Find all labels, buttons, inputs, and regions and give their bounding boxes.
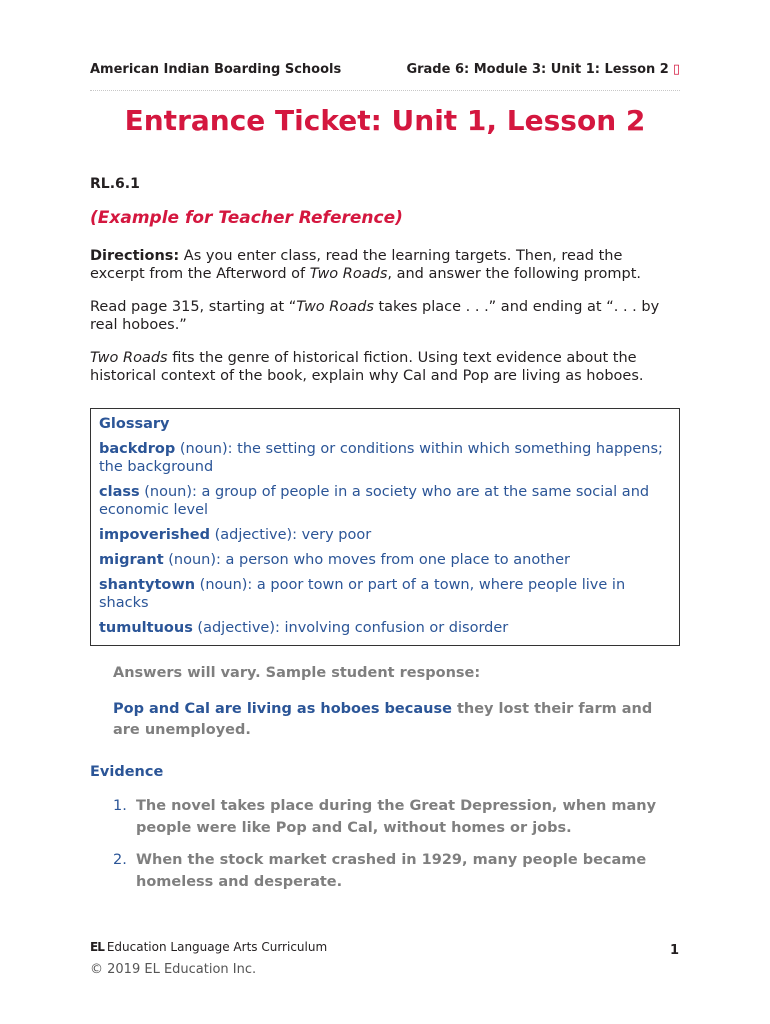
copyright: © 2019 EL Education Inc. xyxy=(90,962,257,977)
glossary-item xyxy=(99,483,671,519)
glossary-definition: (noun): a person who moves from one place to another xyxy=(163,552,570,568)
header-divider xyxy=(90,90,680,91)
response-sentence-starter: Pop and Cal are living as hoboes because xyxy=(113,701,452,717)
read-text-2: takes place . . .” and ending at “. . . by real hoboes.” xyxy=(90,299,660,333)
glossary-term: tumultuous xyxy=(99,620,193,636)
glossary-definition: (noun): a group of people in a society who are at the same social and economic level xyxy=(99,484,650,518)
glossary-item xyxy=(99,576,671,612)
prompt-paragraph xyxy=(90,349,680,385)
glossary-title: Glossary xyxy=(99,416,170,432)
glossary-item xyxy=(99,619,671,637)
directions-text-1: As you enter class, read the learning targets. Then, read the excerpt from the Afterword of xyxy=(90,248,623,282)
glossary-term: migrant xyxy=(99,552,164,568)
answer-intro: Answers will vary. Sample student response: xyxy=(113,665,481,681)
header-left: American Indian Boarding Schools xyxy=(90,62,342,77)
evidence-number: 1. xyxy=(113,798,127,814)
glossary-item xyxy=(99,526,671,544)
standard-code: RL.6.1 xyxy=(90,176,140,192)
glossary-term: backdrop xyxy=(99,441,176,457)
glossary-item xyxy=(99,440,671,476)
page-number: 1 xyxy=(670,943,680,958)
evidence-text: The novel takes place during the Great Depression, when many people were like Pop and Cal, without homes or jobs. xyxy=(136,798,657,836)
footer-curriculum-name: Education Language Arts Curriculum xyxy=(106,940,328,954)
page-title: Entrance Ticket: Unit 1, Lesson 2 xyxy=(124,104,646,137)
response-text: they lost their farm and are unemployed. xyxy=(113,701,653,738)
prompt-text: fits the genre of historical fiction. Using text evidence about the historical context of the book, explain why Cal and Pop are living as hoboes. xyxy=(90,350,644,384)
evidence-item xyxy=(113,795,683,839)
glossary-item xyxy=(99,551,671,569)
reading-instructions xyxy=(90,298,680,334)
directions-paragraph xyxy=(90,247,680,283)
glossary-definition: (noun): the setting or conditions within which something happens; the background xyxy=(99,441,663,475)
glossary-definition: (adjective): very poor xyxy=(210,527,372,543)
evidence-item xyxy=(113,849,683,893)
directions-text-2: , and answer the following prompt. xyxy=(387,266,642,282)
evidence-heading: Evidence xyxy=(90,764,164,780)
glossary-definition: (noun): a poor town or part of a town, where people live in shacks xyxy=(99,577,626,611)
header-right xyxy=(406,62,680,77)
footer-logo xyxy=(90,940,327,954)
read-book-title: Two Roads xyxy=(296,299,374,315)
glossary-term: class xyxy=(99,484,140,500)
glossary-box xyxy=(90,408,680,646)
evidence-number: 2. xyxy=(113,852,127,868)
header-lesson: Grade 6: Module 3: Unit 1: Lesson 2 xyxy=(406,62,669,77)
example-note: (Example for Teacher Reference) xyxy=(90,208,403,228)
el-logo-icon: EL xyxy=(90,940,104,954)
directions-book-title: Two Roads xyxy=(309,266,388,282)
glossary-term: impoverished xyxy=(99,527,210,543)
glossary-term: shantytown xyxy=(99,577,196,593)
prompt-book-title: Two Roads xyxy=(90,350,168,366)
evidence-text: When the stock market crashed in 1929, many people became homeless and desperate. xyxy=(136,852,647,890)
directions-label: Directions: xyxy=(90,248,180,264)
read-text-1: Read page 315, starting at “ xyxy=(90,299,297,315)
header-marker: ▯ xyxy=(672,62,680,77)
sample-response xyxy=(113,699,683,741)
glossary-definition: (adjective): involving confusion or disorder xyxy=(192,620,509,636)
running-header xyxy=(90,62,680,77)
